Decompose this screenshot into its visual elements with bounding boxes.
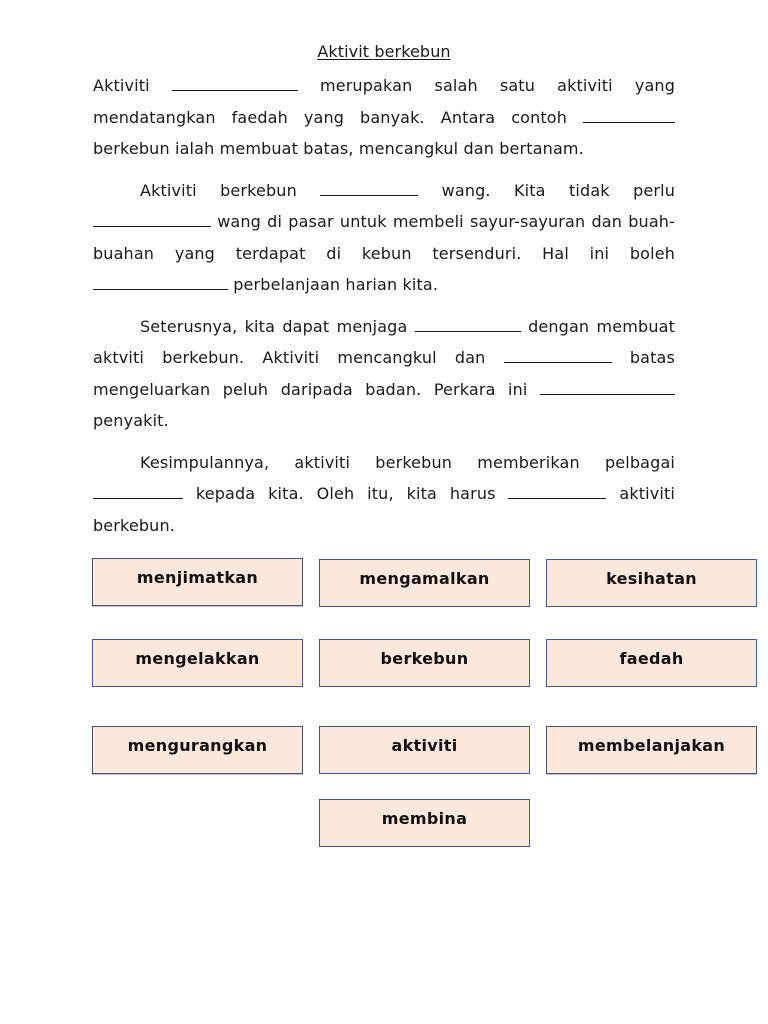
paragraph-text: Aktiviti	[93, 76, 172, 95]
passage	[93, 70, 675, 551]
word-card-aktiviti[interactable]: aktiviti	[319, 726, 530, 774]
paragraph-text: wang. Kita tidak perlu	[418, 180, 675, 200]
paragraph-text: aktiviti berkebun.	[93, 484, 675, 535]
word-card-berkebun[interactable]: berkebun	[319, 639, 530, 687]
answer-blank-5[interactable]	[93, 275, 228, 290]
paragraph-text: kepada kita. Oleh itu, kita harus	[183, 484, 509, 503]
answer-blank-3[interactable]	[320, 181, 418, 196]
word-card-mengelakkan[interactable]: mengelakkan	[92, 639, 303, 687]
answer-blank-8[interactable]	[540, 380, 675, 395]
paragraph-text: wang di pasar untuk membeli sayur-sayuran dan buah-buahan yang terdapat di kebun tersenduri. Hal ini boleh	[93, 212, 675, 263]
word-card-mengurangkan[interactable]: mengurangkan	[92, 726, 303, 774]
word-card-kesihatan[interactable]: kesihatan	[546, 559, 757, 607]
word-card-membina[interactable]: membina	[319, 799, 530, 847]
answer-blank-6[interactable]	[415, 317, 521, 332]
paragraph-2	[93, 175, 675, 301]
paragraph-3	[93, 311, 675, 437]
paragraph-text: berkebun ialah membuat batas, mencangkul dan bertanam.	[93, 139, 584, 158]
paragraph-text: Kesimpulannya, aktiviti berkebun memberikan pelbagai	[140, 452, 675, 472]
answer-blank-2[interactable]	[583, 108, 675, 123]
answer-blank-7[interactable]	[504, 348, 612, 363]
paragraph-text: penyakit.	[93, 411, 169, 430]
word-card-menjimatkan[interactable]: menjimatkan	[92, 558, 303, 606]
paragraph-text: perbelanjaan harian kita.	[228, 275, 439, 294]
paragraph-text: dengan membuat aktviti berkebun. Aktiviti mencangkul dan	[93, 316, 675, 367]
word-card-faedah[interactable]: faedah	[546, 639, 757, 687]
paragraph-text: batas mengeluarkan peluh daripada badan. Perkara ini	[93, 348, 675, 399]
paragraph-text: merupakan salah satu aktiviti yang mendatangkan faedah yang banyak. Antara contoh	[93, 76, 676, 127]
answer-blank-1[interactable]	[172, 76, 298, 91]
paragraph-1	[93, 70, 675, 165]
answer-blank-4[interactable]	[93, 212, 211, 227]
paragraph-4	[93, 447, 675, 542]
answer-blank-9[interactable]	[93, 484, 183, 499]
worksheet-title: Aktivit berkebun	[317, 42, 451, 61]
paragraph-text: Aktiviti berkebun	[140, 180, 321, 200]
paragraph-text: Seterusnya, kita dapat menjaga	[140, 316, 415, 336]
answer-blank-10[interactable]	[508, 484, 606, 499]
word-card-membelanjakan[interactable]: membelanjakan	[546, 726, 757, 774]
word-card-mengamalkan[interactable]: mengamalkan	[319, 559, 530, 607]
